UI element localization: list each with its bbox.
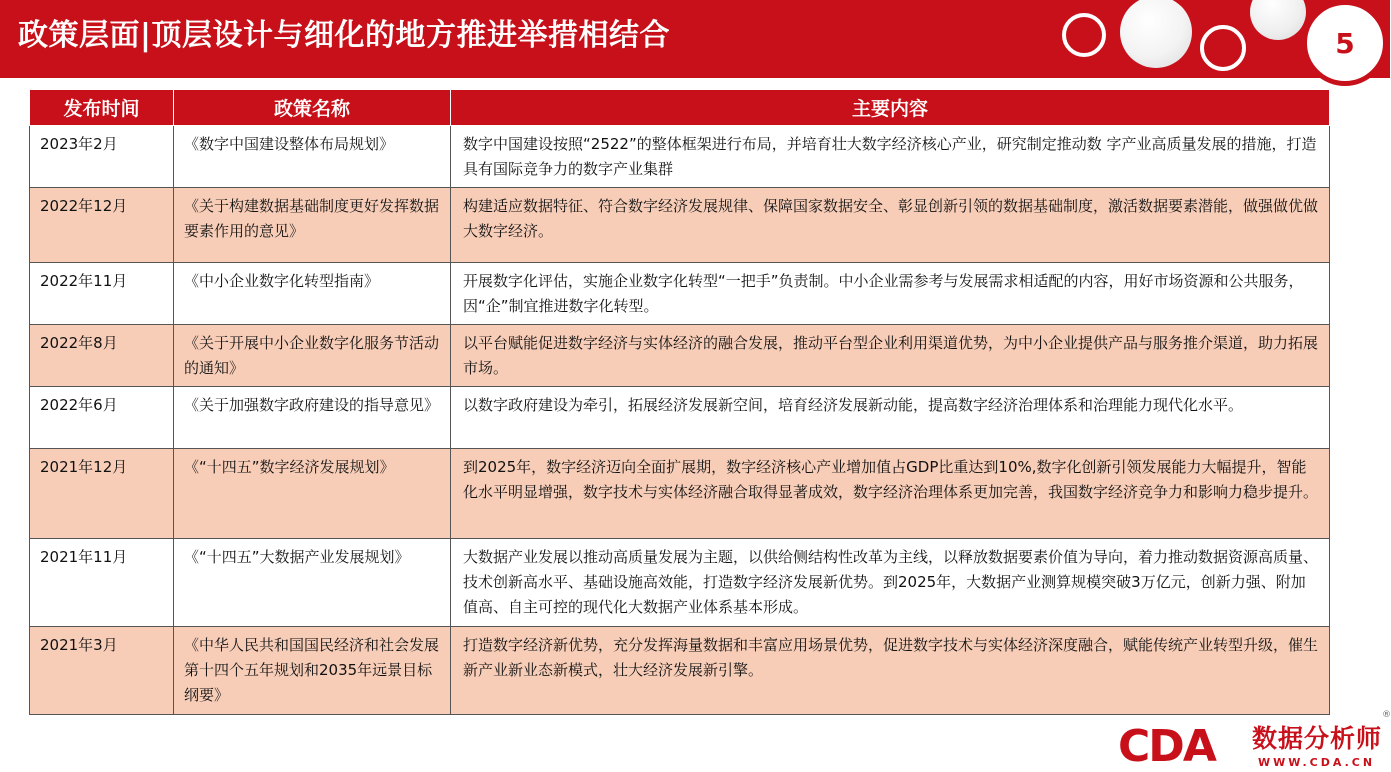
row-date: 2022年12月 [30, 188, 174, 263]
table-row [30, 263, 1330, 325]
decorative-sphere [1250, 0, 1306, 40]
logo-chinese-name: 数据分析师 [1252, 724, 1383, 753]
policy-table [29, 89, 1330, 715]
row-date: 2021年3月 [30, 627, 174, 715]
row-policy-name: 《中小企业数字化转型指南》 [174, 263, 451, 325]
row-content: 到2025年，数字经济迈向全面扩展期，数字经济核心产业增加值占GDP比重达到10%,数字化创新引领发展能力大幅提升，智能化水平明显增强，数字技术与实体经济融合取得显著成效，数字经济治理体系更加完善，我国数字经济竞争力和影响力稳步提升。 [451, 449, 1330, 539]
page-title: 政策层面|顶层设计与细化的地方推进举措相结合 [18, 18, 670, 53]
logo-brand: CDA [1118, 721, 1215, 772]
table-row [30, 126, 1330, 188]
title-banner [0, 0, 1390, 78]
column-header-content: 主要内容 [451, 90, 1330, 126]
table-row [30, 449, 1330, 539]
column-header-date: 发布时间 [30, 90, 174, 126]
row-policy-name: 《“十四五”数字经济发展规划》 [174, 449, 451, 539]
page-number-badge [1302, 0, 1388, 86]
column-header-name: 政策名称 [174, 90, 451, 126]
row-date: 2021年11月 [30, 539, 174, 627]
row-content: 大数据产业发展以推动高质量发展为主题，以供给侧结构性改革为主线，以释放数据要素价值为导向，着力推动数据资源高质量、技术创新高水平、基础设施高效能，打造数字经济发展新优势。到2025年，大数据产业测算规模突破3万亿元，创新力强、附加值高、自主可控的现代化大数据产业体系基本形成。 [451, 539, 1330, 627]
row-date: 2021年12月 [30, 449, 174, 539]
row-date: 2023年2月 [30, 126, 174, 188]
row-policy-name: 《“十四五”大数据产业发展规划》 [174, 539, 451, 627]
row-content: 开展数字化评估，实施企业数字化转型“一把手”负责制。中小企业需参考与发展需求相适配的内容，用好市场资源和公共服务，因“企”制宜推进数字化转型。 [451, 263, 1330, 325]
row-content: 构建适应数据特征、符合数字经济发展规律、保障国家数据安全、彰显创新引领的数据基础制度，激活数据要素潜能，做强做优做大数字经济。 [451, 188, 1330, 263]
row-policy-name: 《数字中国建设整体布局规划》 [174, 126, 451, 188]
table-row [30, 539, 1330, 627]
table-row [30, 627, 1330, 715]
registered-mark: ® [1382, 710, 1391, 720]
decorative-ring [1200, 25, 1246, 71]
row-date: 2022年8月 [30, 325, 174, 387]
table-header-row [30, 90, 1330, 126]
row-content: 数字中国建设按照“2522”的整体框架进行布局，并培育壮大数字经济核心产业，研究制定推动数 字产业高质量发展的措施，打造具有国际竞争力的数字产业集群 [451, 126, 1330, 188]
decorative-ring [1062, 13, 1106, 57]
row-policy-name: 《关于加强数字政府建设的指导意见》 [174, 387, 451, 449]
table-row [30, 325, 1330, 387]
row-date: 2022年11月 [30, 263, 174, 325]
logo-url: WWW.CDA.CN [1258, 756, 1376, 769]
row-policy-name: 《关于开展中小企业数字化服务节活动的通知》 [174, 325, 451, 387]
decorative-sphere [1120, 0, 1192, 68]
row-content: 打造数字经济新优势，充分发挥海量数据和丰富应用场景优势，促进数字技术与实体经济深度融合，赋能传统产业转型升级，催生新产业新业态新模式，壮大经济发展新引擎。 [451, 627, 1330, 715]
row-policy-name: 《关于构建数据基础制度更好发挥数据要素作用的意见》 [174, 188, 451, 263]
row-content: 以平台赋能促进数字经济与实体经济的融合发展，推动平台型企业利用渠道优势，为中小企业提供产品与服务推介渠道，助力拓展市场。 [451, 325, 1330, 387]
cda-logo [1118, 710, 1391, 772]
row-policy-name: 《中华人民共和国国民经济和社会发展第十四个五年规划和2035年远景目标纲要》 [174, 627, 451, 715]
table-row [30, 188, 1330, 263]
row-date: 2022年6月 [30, 387, 174, 449]
page-number: 5 [1335, 26, 1355, 60]
row-content: 以数字政府建设为牵引，拓展经济发展新空间，培育经济发展新动能，提高数字经济治理体系和治理能力现代化水平。 [451, 387, 1330, 449]
table-row [30, 387, 1330, 449]
